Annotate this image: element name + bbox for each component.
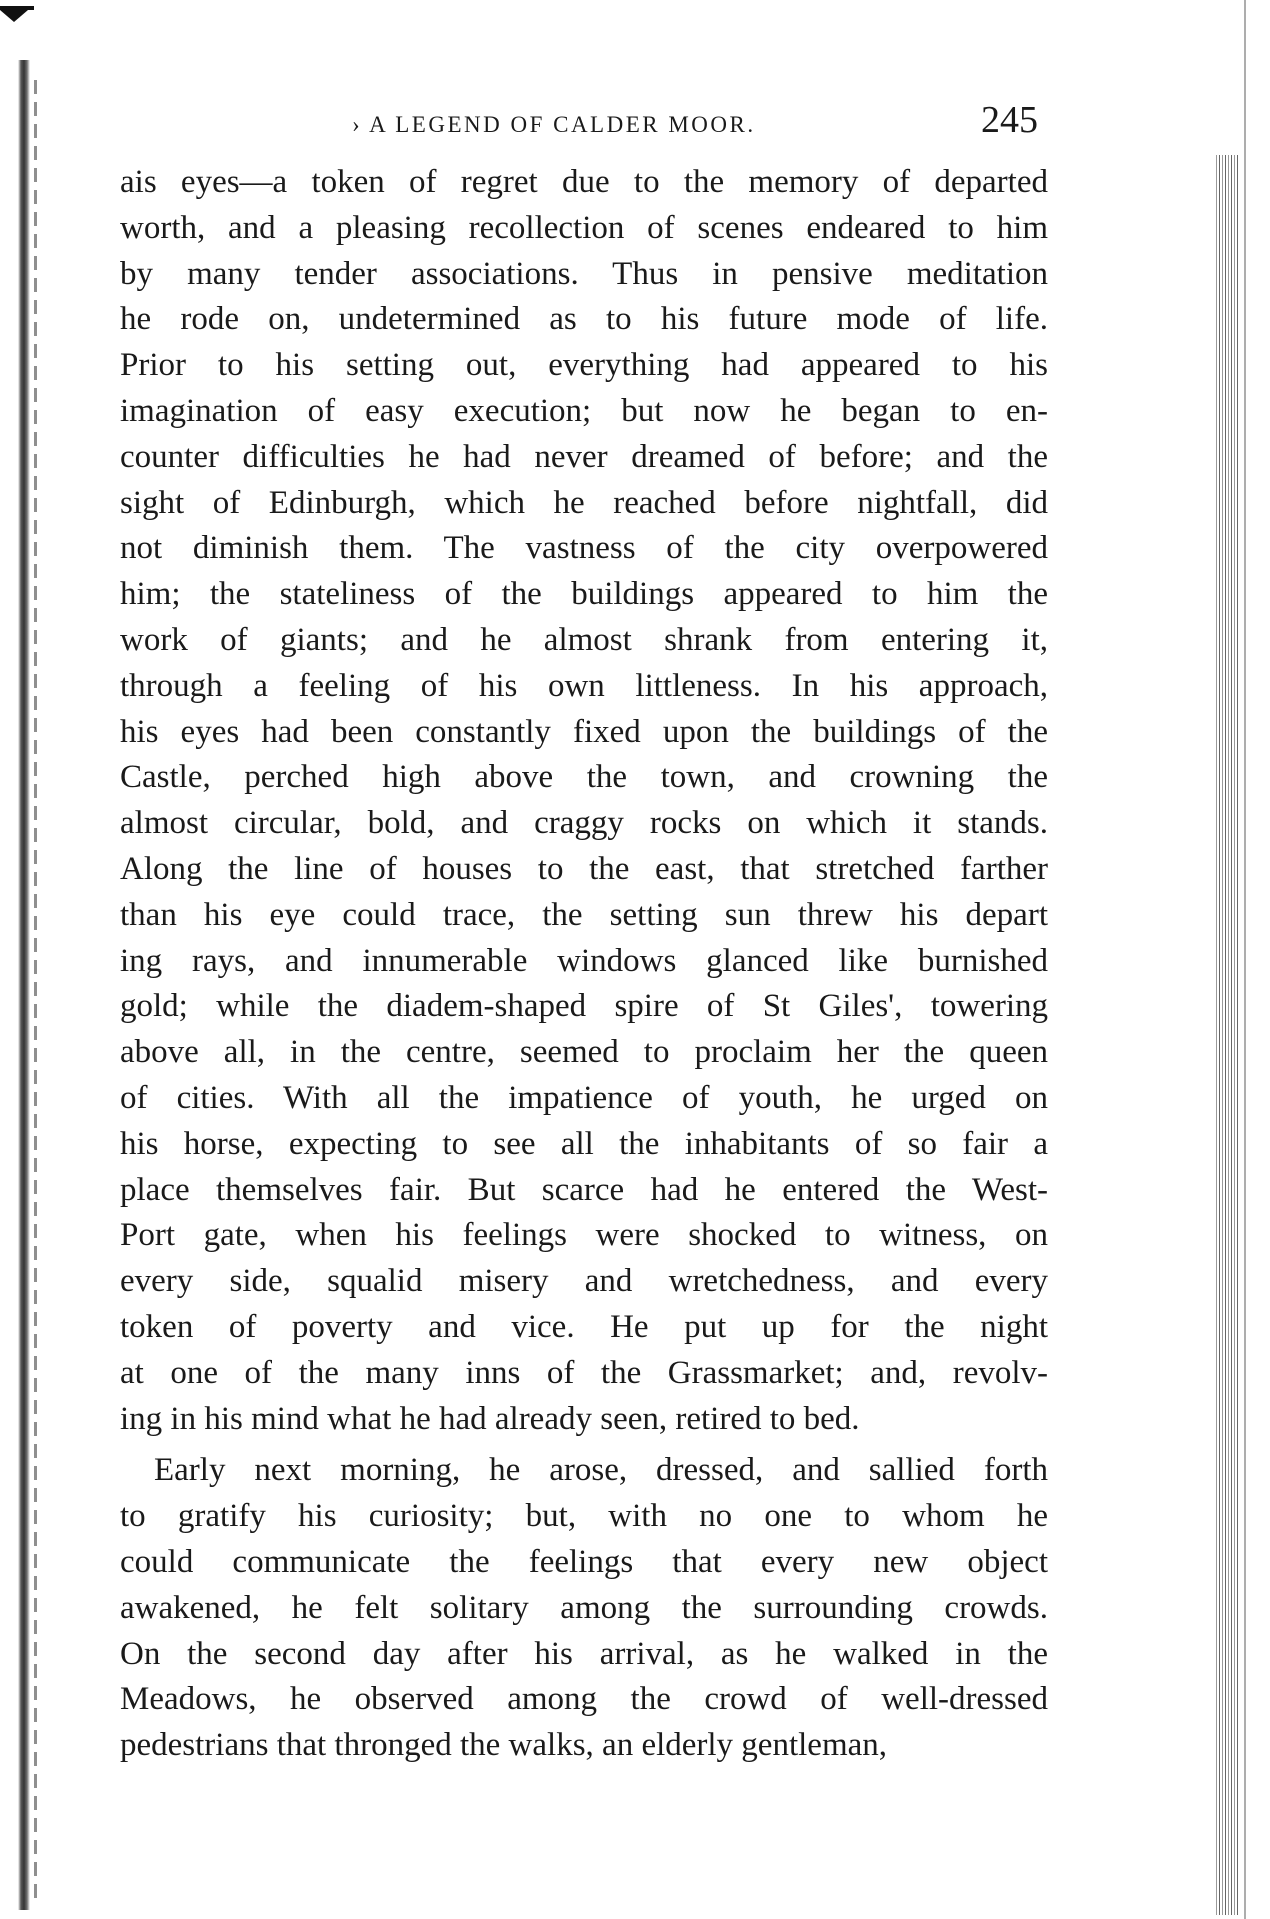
text-line: place themselves fair. But scarce had he entered the West-: [120, 1171, 1048, 1208]
binding-gutter-stitching: [34, 80, 37, 1900]
page-edge-line: [1244, 0, 1246, 1919]
text-line: On the second day after his arrival, as he walked in the: [120, 1635, 1048, 1672]
text-line: could communicate the feelings that every new object: [120, 1543, 1048, 1580]
text-line: Port gate, when his feelings were shocked to witness, on: [120, 1217, 1048, 1254]
scan-corner-mark: [0, 10, 28, 22]
text-line: every side, squalid misery and wretchedness, and every: [120, 1263, 1048, 1300]
text-line: token of poverty and vice. He put up for the night: [120, 1308, 1048, 1345]
text-line: imagination of easy execution; but now he began to en-: [120, 392, 1048, 429]
page-number: 245: [981, 99, 1038, 141]
text-line: ing rays, and innumerable windows glanced like burnished: [120, 942, 1048, 979]
book-page: [120, 98, 1050, 1769]
text-line: above all, in the centre, seemed to proclaim her the queen: [120, 1034, 1048, 1071]
text-line: by many tender associations. Thus in pensive meditation: [120, 255, 1048, 292]
paragraph-1: [120, 160, 1050, 1442]
text-line: at one of the many inns of the Grassmarket; and, revolv-: [120, 1354, 1048, 1391]
text-line: to gratify his curiosity; but, with no one to whom he: [120, 1498, 1048, 1535]
text-line: through a feeling of his own littleness. In his approach,: [120, 667, 1048, 704]
text-line: almost circular, bold, and craggy rocks on which it stands.: [120, 805, 1048, 842]
text-line: sight of Edinburgh, which he reached before nightfall, did: [120, 484, 1048, 521]
page-edge-right: [1216, 155, 1238, 1915]
text-line: Early next morning, he arose, dressed, and sallied forth: [154, 1452, 1048, 1489]
text-line: worth, and a pleasing recollection of scenes endeared to him: [120, 209, 1048, 246]
text-line: his horse, expecting to see all the inhabitants of so fair a: [120, 1125, 1048, 1162]
text-line: than his eye could trace, the setting sun threw his depart: [120, 896, 1048, 933]
text-line: Castle, perched high above the town, and crowning the: [120, 759, 1048, 796]
text-line: Meadows, he observed among the crowd of well-dressed: [120, 1681, 1048, 1718]
text-line: he rode on, undetermined as to his future mode of life.: [120, 301, 1048, 338]
text-line: ing in his mind what he had already seen, retired to bed.: [120, 1400, 860, 1437]
running-head: [120, 98, 1050, 150]
text-line: awakened, he felt solitary among the surrounding crowds.: [120, 1589, 1048, 1626]
text-line: him; the stateliness of the buildings appeared to him the: [120, 576, 1048, 613]
text-line: work of giants; and he almost shrank from entering it,: [120, 621, 1048, 658]
text-line: his eyes had been constantly fixed upon the buildings of the: [120, 713, 1048, 750]
text-line: counter difficulties he had never dreamed of before; and the: [120, 438, 1048, 475]
running-title: › A LEGEND OF CALDER MOOR.: [352, 112, 756, 137]
text-line: gold; while the diadem-shaped spire of St Giles', towering: [120, 988, 1048, 1025]
text-line: ais eyes—a token of regret due to the memory of departed: [120, 164, 1048, 200]
text-line: not diminish them. The vastness of the city overpowered: [120, 530, 1048, 567]
text-line: Prior to his setting out, everything had appeared to his: [120, 347, 1048, 384]
paragraph-2: [120, 1448, 1050, 1769]
text-line: Along the line of houses to the east, that stretched farther: [120, 850, 1048, 887]
text-line: pedestrians that thronged the walks, an elderly gentleman,: [120, 1727, 888, 1764]
text-line: of cities. With all the impatience of youth, he urged on: [120, 1079, 1048, 1116]
binding-gutter: [18, 60, 30, 1910]
